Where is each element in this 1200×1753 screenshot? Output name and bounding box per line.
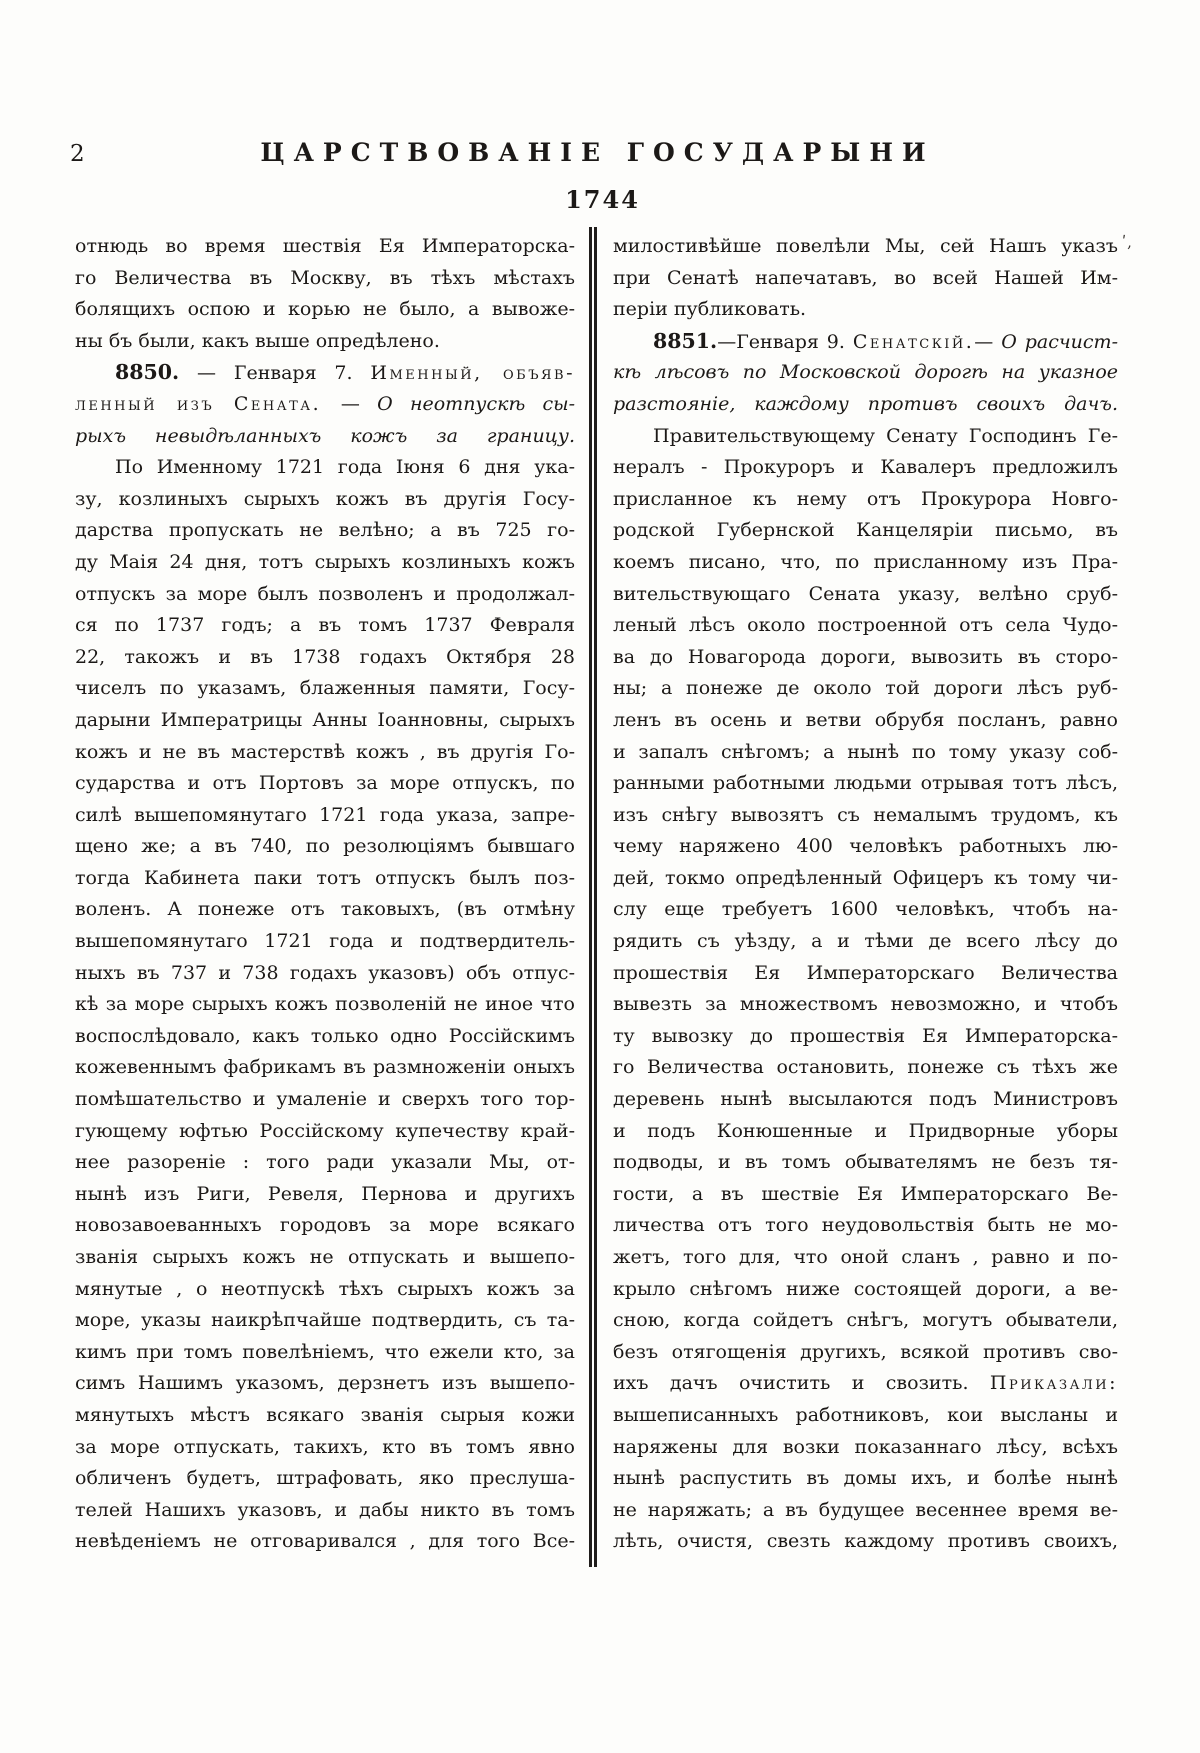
text-line <box>613 1432 1118 1464</box>
text-segment: личества отъ того неудовольствія быть не мо- <box>613 1214 1118 1237</box>
text-segment: 8850. <box>115 360 180 385</box>
text-line <box>613 705 1118 737</box>
text-line <box>75 1116 575 1148</box>
text-segment: — <box>340 392 378 415</box>
running-title: ЦАРСТВОВАНІЕ ГОСУДАРЫНИ <box>260 138 935 167</box>
text-segment: помѣшательство и умаленіе и сверхъ того тор- <box>75 1088 575 1111</box>
text-segment: море, указы наикрѣпчайше подтвердить, съ та- <box>75 1309 575 1332</box>
text-segment: періи публиковать. <box>613 298 807 321</box>
text-segment: сударства и отъ Портовъ за море отпускъ, по <box>75 772 575 795</box>
text-line <box>613 894 1118 926</box>
text-segment: кимъ при томъ повелѣніемъ, что ежели кто, за <box>75 1340 575 1363</box>
text-segment: ва до Новагорода дороги, вывозить въ сторо- <box>613 645 1118 668</box>
text-line <box>75 515 575 547</box>
text-line <box>75 1179 575 1211</box>
text-line <box>613 326 1118 358</box>
text-segment: деревень нынѣ высылаются подъ Министровъ <box>613 1088 1118 1111</box>
text-segment: прошествія Ея Императорскаго Величества <box>613 961 1118 984</box>
text-segment: кожевеннымъ фабрикамъ въ размноженіи оныхъ <box>75 1056 575 1079</box>
text-segment: зу, козлиныхъ сырыхъ кожъ въ другія Госу- <box>75 487 575 510</box>
text-line <box>75 894 575 926</box>
text-segment: —Генваря 9. <box>717 330 853 353</box>
text-segment: телей Нашихъ указовъ, и дабы никто въ томъ <box>75 1498 575 1521</box>
text-segment: сною, когда сойдетъ снѣгъ, могутъ обыватели, <box>613 1309 1118 1332</box>
text-line <box>75 1021 575 1053</box>
text-segment: рядить съ уѣзду, а и тѣми де всего лѣсу до <box>613 930 1118 953</box>
text-segment: го Величества остановить, понеже съ тѣхъ же <box>613 1056 1118 1079</box>
text-line <box>75 389 575 421</box>
text-segment: ду Маія 24 дня, тотъ сырыхъ козлиныхъ кожъ <box>75 550 575 573</box>
text-segment: вительствующаго Сената указу, велѣно сруб- <box>613 582 1118 605</box>
text-line <box>613 1274 1118 1306</box>
text-line <box>75 231 575 263</box>
text-line <box>75 610 575 642</box>
text-segment: разстояніе, каждому противъ своихъ дачъ. <box>613 392 1118 415</box>
text-segment: воленъ. А понеже отъ таковыхъ, (въ отмѣну <box>75 898 575 921</box>
text-segment: коемъ писано, что, по присланному изъ Пра- <box>613 550 1118 573</box>
text-line <box>75 294 575 326</box>
text-segment: и запалъ снѣгомъ; а нынѣ по тому указу соб- <box>613 740 1118 763</box>
text-line <box>613 737 1118 769</box>
text-segment: слу еще требуетъ 1600 человѣкъ, чтобъ на- <box>613 898 1118 921</box>
text-segment: го Величества въ Москву, въ тѣхъ мѣстахъ <box>75 266 575 289</box>
text-line <box>613 1021 1118 1053</box>
text-line <box>75 1368 575 1400</box>
page-number: 2 <box>70 141 85 167</box>
text-line <box>75 1210 575 1242</box>
text-line <box>613 231 1118 263</box>
text-segment: мянутыхъ мѣстъ всякаго званія сырыя кожи <box>75 1403 575 1426</box>
stray-ink-mark: ʹ, <box>1122 233 1133 251</box>
text-segment: ся по 1737 годъ; а въ томъ 1737 Февраля <box>75 614 575 637</box>
text-segment: болящихъ оспою и корью не было, а вывоже- <box>75 298 575 321</box>
text-line <box>75 989 575 1021</box>
text-segment: дарыни Императрицы Анны Іоанновны, сырыхъ <box>75 708 575 731</box>
text-segment: рыхъ невыдѣланныхъ кожъ за границу. <box>75 424 575 447</box>
text-line <box>75 1432 575 1464</box>
text-segment: ранными работными людьми отрывая тотъ лѣсъ, <box>613 772 1118 795</box>
text-line <box>613 610 1118 642</box>
text-line <box>75 863 575 895</box>
text-segment: О расчист- <box>1001 330 1118 353</box>
text-segment: дей, токмо опредѣленный Офицеръ къ тому чи- <box>613 866 1118 889</box>
text-segment: кѣ за море сырыхъ кожъ позволеній не иное что <box>75 993 575 1016</box>
text-line <box>613 547 1118 579</box>
text-line <box>75 1147 575 1179</box>
text-line <box>75 484 575 516</box>
right-text-column <box>613 231 1118 1558</box>
text-segment: дарства пропускать не велѣно; а въ 725 го- <box>75 519 575 542</box>
text-line <box>613 452 1118 484</box>
text-line <box>75 1526 575 1558</box>
text-line <box>613 1084 1118 1116</box>
text-segment: кожъ и не въ мастерствѣ кожъ , въ другія Го- <box>75 740 575 763</box>
text-line <box>613 1526 1118 1558</box>
text-segment: щено же; а въ 740, по резолюціямъ бывшаго <box>75 835 575 858</box>
text-line <box>613 989 1118 1021</box>
text-segment: изъ снѣгу вывозятъ съ немалымъ трудомъ, къ <box>613 803 1118 826</box>
text-line <box>75 421 575 453</box>
text-segment: О неотпускѣ сы- <box>377 392 575 415</box>
text-segment: присланное къ нему отъ Прокурора Новго- <box>613 487 1118 510</box>
year-heading: 1744 <box>565 185 640 214</box>
text-line <box>613 1179 1118 1211</box>
text-segment: нынѣ распустить въ домы ихъ, и болѣе нынѣ <box>613 1467 1118 1490</box>
text-segment: — Генваря 7. <box>179 362 371 385</box>
text-line <box>613 1368 1118 1400</box>
text-line <box>75 452 575 484</box>
text-line <box>75 958 575 990</box>
text-line <box>613 1337 1118 1369</box>
text-segment: тогда Кабинета паки тотъ отпускъ былъ поз- <box>75 866 575 889</box>
text-line <box>613 515 1118 547</box>
left-text-column <box>75 231 575 1558</box>
text-line <box>75 1400 575 1432</box>
text-segment: Правительствующему Сенату Господинъ Ге- <box>653 424 1118 447</box>
text-line <box>613 294 1118 326</box>
text-line <box>613 579 1118 611</box>
text-segment: чиселъ по указамъ, блаженныя памяти, Госу- <box>75 677 575 700</box>
text-line <box>613 800 1118 832</box>
text-segment: нее разореніе : того ради указали Мы, от- <box>75 1151 575 1174</box>
text-segment: 22, такожъ и въ 1738 годахъ Октября 28 <box>75 645 575 668</box>
text-segment: ту вывозку до прошествія Ея Императорска- <box>613 1024 1118 1047</box>
text-segment: невѣденіемъ не отговаривался , для того Все- <box>75 1530 575 1553</box>
text-segment: кѣ лѣсовъ по Московской дорогѣ на указное <box>613 361 1118 384</box>
text-segment: гости, а въ шествіе Ея Императорскаго Ве- <box>613 1182 1118 1205</box>
text-line <box>75 1495 575 1527</box>
text-line <box>613 263 1118 295</box>
text-line <box>613 831 1118 863</box>
text-segment: воспослѣдовало, какъ только одно Россійскимъ <box>75 1024 575 1047</box>
text-line <box>75 326 575 358</box>
text-segment: вышеписанныхъ работниковъ, кои высланы и <box>613 1403 1118 1426</box>
text-line <box>613 1147 1118 1179</box>
text-line <box>75 800 575 832</box>
text-segment: безъ отягощенія другихъ, всякой противъ сво- <box>613 1340 1118 1363</box>
text-segment: ленъ въ осень и ветви обрубя посланъ, равно <box>613 708 1118 731</box>
text-line <box>613 926 1118 958</box>
text-segment: ихъ дачъ очистить и свозить. <box>613 1372 990 1395</box>
text-segment: гующему юфтью Россійскому купечеству край- <box>75 1119 575 1142</box>
column-divider-rule <box>589 227 597 1567</box>
text-line <box>75 926 575 958</box>
text-line <box>75 705 575 737</box>
text-segment: ленный изъ Сената. <box>75 392 341 415</box>
text-segment: По Именному 1721 года Іюня 6 дня ука- <box>115 456 575 479</box>
text-segment: мянутые , о неотпускѣ тѣхъ сырыхъ кожъ за <box>75 1277 575 1300</box>
text-line <box>75 1337 575 1369</box>
text-line <box>75 1084 575 1116</box>
text-line <box>75 1242 575 1274</box>
text-segment: ныхъ въ 737 и 738 годахъ указовъ) объ отпус- <box>75 961 575 984</box>
text-segment: за море отпускать, такихъ, кто въ томъ явно <box>75 1435 575 1458</box>
text-segment: — <box>974 330 1002 353</box>
text-line <box>613 958 1118 990</box>
text-line <box>75 831 575 863</box>
text-segment: лѣть, очистя, свезть каждому противъ своихъ, <box>613 1530 1118 1553</box>
text-line <box>613 863 1118 895</box>
text-segment: вывезть за множествомъ невозможно, и чтобъ <box>613 993 1118 1016</box>
text-line <box>75 768 575 800</box>
text-segment: подводы, и въ томъ обывателямъ не безъ тя- <box>613 1151 1118 1174</box>
text-line <box>613 673 1118 705</box>
text-segment: Именный, объяв- <box>370 362 575 385</box>
text-segment: Приказали: <box>989 1372 1118 1395</box>
text-line <box>75 642 575 674</box>
text-segment: ны бъ были, какъ выше опредѣлено. <box>75 329 440 352</box>
text-segment: отнюдь во время шествія Ея Императорска- <box>75 235 575 257</box>
text-segment: при Сенатѣ напечатавъ, во всей Нашей Им- <box>613 266 1118 289</box>
text-line <box>75 263 575 295</box>
text-segment: Сенатскій. <box>852 330 975 353</box>
text-segment: милостивѣйше повелѣли Мы, сей Нашъ указъ <box>613 235 1118 257</box>
text-segment: званія сырыхъ кожъ не отпускать и вышепо- <box>75 1246 575 1268</box>
text-line <box>613 1242 1118 1274</box>
text-line <box>613 1495 1118 1527</box>
text-segment: ны; а понеже де около той дороги лѣсъ руб- <box>613 677 1118 700</box>
text-line <box>75 673 575 705</box>
text-segment: новозавоеванныхъ городовъ за море всякаго <box>75 1214 575 1237</box>
text-line <box>75 1463 575 1495</box>
text-segment: леный лѣсъ около построенной отъ села Чудо- <box>613 614 1118 637</box>
text-segment: обличенъ будетъ, штрафовать, яко преслуша- <box>75 1467 575 1490</box>
text-line <box>75 1052 575 1084</box>
text-line <box>613 484 1118 516</box>
text-line <box>613 1116 1118 1148</box>
text-segment: нынѣ изъ Риги, Ревеля, Пернова и другихъ <box>75 1182 575 1205</box>
text-line <box>75 357 575 389</box>
text-line <box>613 642 1118 674</box>
text-segment: 8851. <box>653 328 718 353</box>
text-line <box>75 1274 575 1306</box>
text-segment: наряжены для возки показаннаго лѣсу, всѣхъ <box>613 1435 1118 1458</box>
text-line <box>75 737 575 769</box>
text-segment: силѣ вышепомянутаго 1721 года указа, запре- <box>75 803 575 826</box>
text-line <box>613 357 1118 389</box>
text-segment: вышепомянутаго 1721 года и подтвердитель- <box>75 930 575 953</box>
text-segment: не наряжать; а въ будущее весеннее время ве- <box>613 1498 1118 1521</box>
text-segment: симъ Нашимъ указомъ, дерзнетъ изъ вышепо- <box>75 1372 575 1395</box>
text-line <box>613 1463 1118 1495</box>
text-segment: нералъ - Прокуроръ и Кавалеръ предложилъ <box>613 456 1118 479</box>
text-segment: и подъ Конюшенные и Придворные уборы <box>613 1119 1118 1142</box>
text-segment: крыло снѣгомъ ниже состоящей дороги, а ве- <box>613 1277 1118 1300</box>
text-line <box>613 768 1118 800</box>
text-segment: родской Губернской Канцеляріи письмо, въ <box>613 519 1118 542</box>
text-line <box>613 1052 1118 1084</box>
text-line <box>613 1305 1118 1337</box>
text-line <box>613 1400 1118 1432</box>
text-line <box>613 421 1118 453</box>
text-line <box>613 1210 1118 1242</box>
text-line <box>75 1305 575 1337</box>
text-line <box>75 547 575 579</box>
text-segment: отпускъ за море былъ позволенъ и продолжал- <box>75 582 575 605</box>
text-segment: жетъ, того для, что оной сланъ , равно и по- <box>613 1246 1118 1268</box>
text-segment: чему наряжено 400 человѣкъ работныхъ лю- <box>613 835 1118 858</box>
text-line <box>613 389 1118 421</box>
text-line <box>75 579 575 611</box>
